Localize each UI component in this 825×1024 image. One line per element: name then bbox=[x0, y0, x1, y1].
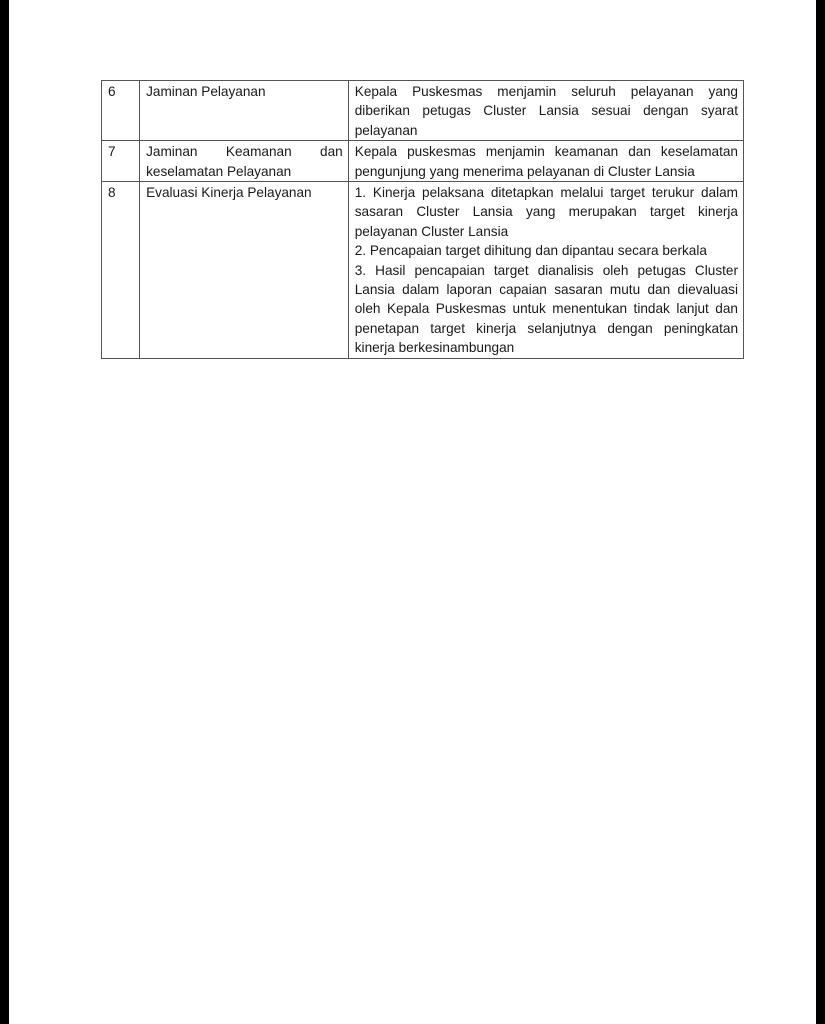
row-number: 8 bbox=[102, 182, 140, 359]
description-list-item: 3. Hasil pencapaian target dianalisis oleh petugas Cluster Lansia dalam laporan capaian sasaran mutu dan dievaluasi oleh Kepala Puskesmas untuk menentukan tindak lanjut dan penetapan target kinerja selanjutnya dengan peningkatan kinerja berkesinambungan bbox=[354, 262, 738, 356]
row-aspect: Jaminan Pelayanan bbox=[140, 81, 349, 141]
row-description: Kepala Puskesmas menjamin seluruh pelayanan yang diberikan petugas Cluster Lansia sesuai dengan syarat pelayanan bbox=[348, 81, 743, 141]
row-number: 6 bbox=[102, 81, 140, 141]
row-number: 7 bbox=[102, 141, 140, 182]
row-aspect: Evaluasi Kinerja Pelayanan bbox=[140, 182, 349, 359]
table-row bbox=[102, 141, 744, 182]
description-list-item: 2. Pencapaian target dihitung dan dipantau secara berkala bbox=[354, 243, 707, 259]
row-aspect-line: keselamatan Pelayanan bbox=[146, 163, 292, 179]
row-description: Kepala puskesmas menjamin keamanan dan keselamatan pengunjung yang menerima pelayanan di Cluster Lansia bbox=[348, 141, 743, 182]
service-standard-table bbox=[101, 80, 744, 359]
row-aspect-line: Jaminan Keamanan dan bbox=[146, 144, 343, 160]
table-row bbox=[102, 81, 744, 141]
row-description bbox=[348, 182, 743, 359]
table-row bbox=[102, 182, 744, 359]
row-aspect bbox=[140, 141, 349, 182]
document-page bbox=[9, 0, 816, 1024]
description-list-item: 1. Kinerja pelaksana ditetapkan melalui target terukur dalam sasaran Cluster Lansia yang merupakan target kinerja pelayanan Cluster Lansia bbox=[354, 185, 738, 239]
